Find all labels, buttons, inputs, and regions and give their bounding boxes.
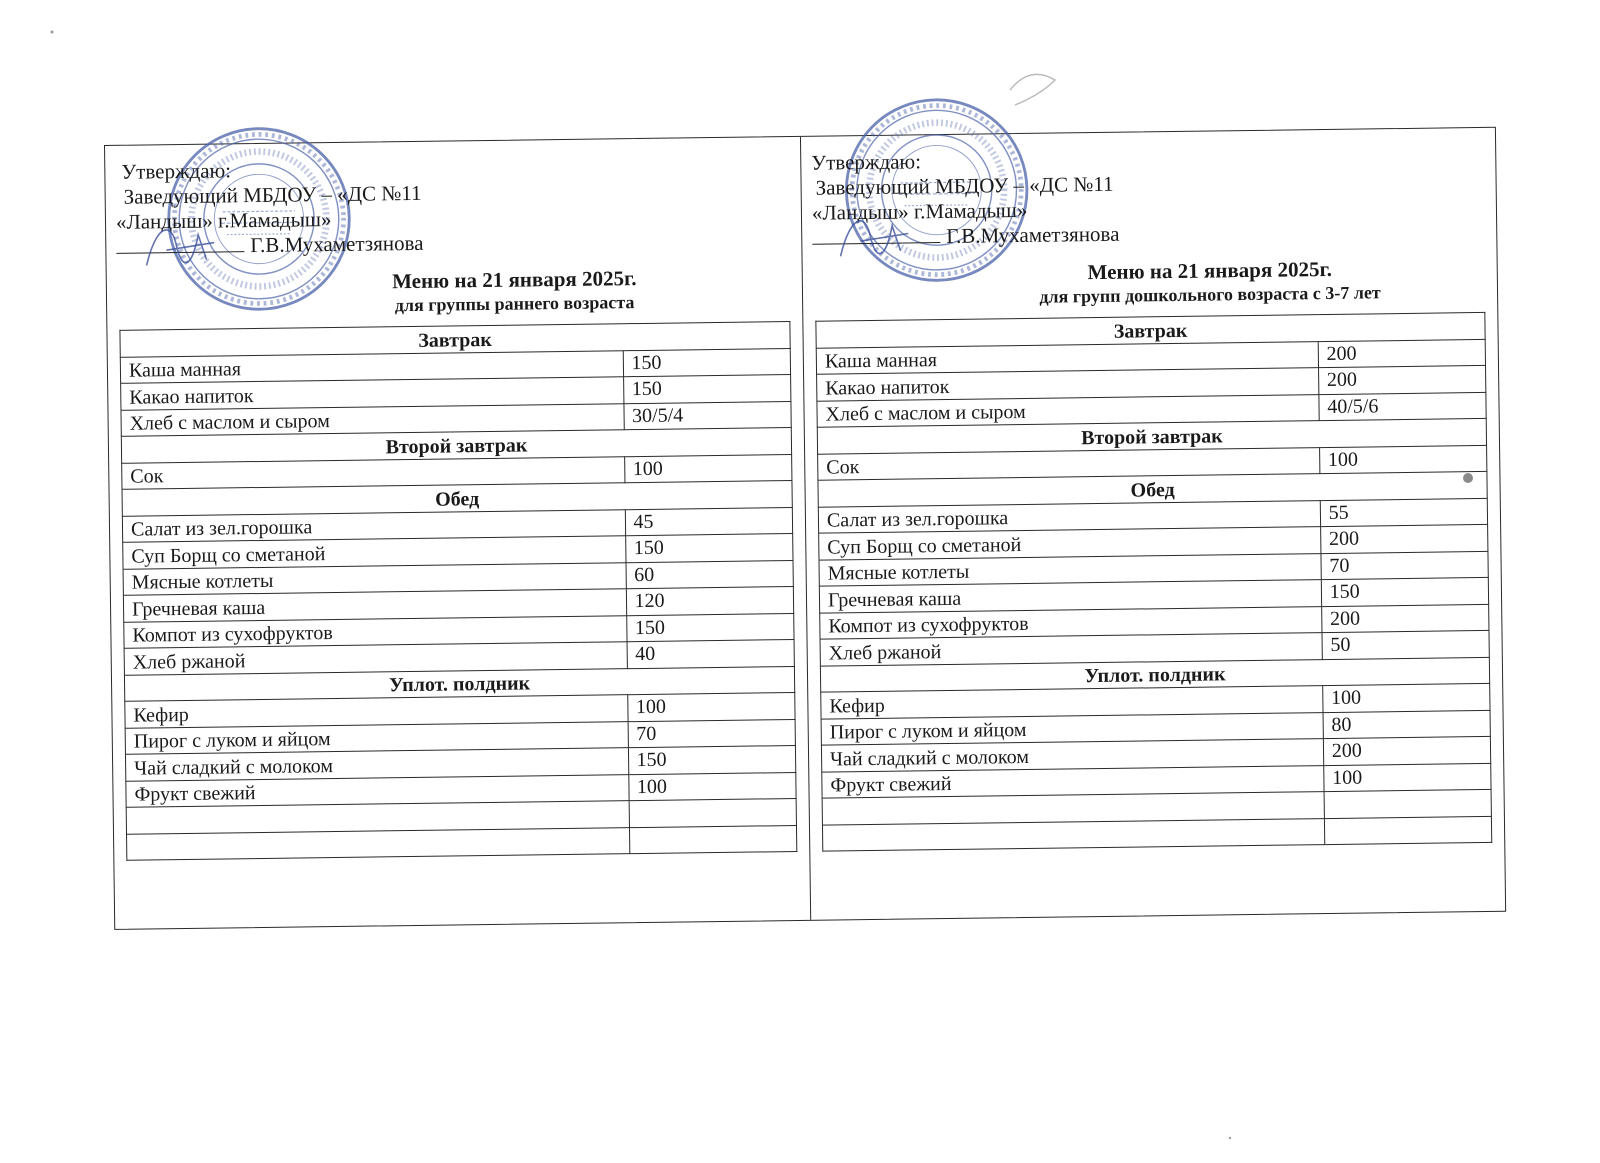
- menu-heading: [935, 254, 1486, 309]
- meal-section-label: Завтрак: [120, 322, 790, 357]
- dish-name: Чай сладкий с молоком: [125, 748, 628, 781]
- meal-section-label: Завтрак: [816, 312, 1485, 347]
- menu-table: [815, 312, 1492, 852]
- portion-grams: 100: [1322, 683, 1490, 712]
- menu-subtitle: для групп дошкольного возраста с 3-7 лет: [1039, 282, 1381, 307]
- portion-grams: [1324, 789, 1492, 818]
- portion-grams: 70: [1321, 551, 1489, 580]
- signer-name: Г.В.Мухаметзянова: [250, 230, 424, 258]
- dish-name: Кефир: [125, 695, 628, 728]
- portion-grams: 150: [626, 613, 794, 642]
- menu-subtitle: для группы раннего возраста: [394, 292, 635, 316]
- meal-section-label: Обед: [818, 471, 1487, 506]
- approver-organization: «Ландыш» г.Мамадыш»: [811, 197, 1028, 225]
- portion-grams: 50: [1322, 630, 1490, 659]
- meal-section-label: Обед: [122, 481, 792, 516]
- portion-grams: 200: [1321, 604, 1489, 633]
- dish-name: [127, 827, 630, 860]
- meal-section-label: Второй завтрак: [121, 428, 791, 463]
- dish-name: Гречневая каша: [123, 589, 626, 622]
- scan-smudge: [1010, 74, 1055, 105]
- dish-name: Хлеб ржаной: [820, 633, 1322, 666]
- scan-speck: [1229, 1137, 1231, 1139]
- approve-heading: Утверждаю:: [811, 149, 922, 175]
- approval-block: [115, 151, 790, 280]
- dish-name: Фрукт свежий: [822, 765, 1324, 798]
- meal-section-label: Второй завтрак: [817, 418, 1486, 453]
- signer-name: Г.В.Мухаметзянова: [946, 221, 1120, 248]
- portion-grams: 60: [626, 560, 794, 589]
- signature-blank: [812, 224, 940, 245]
- portion-grams: 100: [1323, 763, 1491, 792]
- dish-name: Мясные котлеты: [819, 553, 1321, 586]
- portion-grams: 120: [626, 587, 794, 616]
- menu-table: [119, 321, 797, 861]
- portion-grams: 100: [1319, 445, 1487, 474]
- dish-name: Хлеб ржаной: [124, 642, 627, 675]
- menu-table-body: [120, 322, 797, 861]
- portion-grams: 100: [624, 454, 792, 483]
- dish-name: Хлеб с маслом и сыром: [121, 403, 624, 436]
- portion-grams: 55: [1320, 498, 1488, 527]
- portion-grams: 150: [1321, 577, 1489, 606]
- portion-grams: 100: [628, 772, 796, 801]
- dish-name: Сок: [122, 456, 625, 489]
- portion-grams: 200: [1323, 736, 1491, 765]
- portion-grams: 200: [1318, 339, 1486, 368]
- dish-name: Компот из сухофруктов: [124, 615, 627, 648]
- dish-name: Салат из зел.горошка: [818, 500, 1320, 533]
- meal-section-label: Уплот. полдник: [820, 657, 1489, 692]
- dish-name: Пирог с луком и яйцом: [821, 712, 1323, 745]
- dish-name: Компот из сухофруктов: [820, 606, 1322, 639]
- portion-grams: 30/5/4: [623, 401, 791, 430]
- dish-name: Каша манная: [816, 341, 1318, 374]
- menu-sheet: [104, 127, 1506, 930]
- dish-name: Каша манная: [120, 350, 623, 383]
- meal-section-label: Уплот. полдник: [124, 666, 794, 701]
- portion-grams: 150: [623, 375, 791, 404]
- approver-position: Заведующий МБДОУ – «ДС №11: [815, 171, 1114, 200]
- portion-grams: [629, 825, 797, 854]
- portion-grams: 200: [1320, 524, 1488, 553]
- menu-table-body: [816, 312, 1492, 851]
- portion-grams: 200: [1318, 365, 1486, 394]
- portion-grams: 70: [628, 719, 796, 748]
- portion-grams: 45: [625, 507, 793, 536]
- dish-name: Хлеб с маслом и сыром: [817, 394, 1319, 427]
- approver-position: Заведующий МБДОУ – «ДС №11: [123, 180, 422, 209]
- approver-organization: «Ландыш» г.Мамадыш»: [115, 207, 332, 234]
- portion-grams: 150: [623, 348, 791, 377]
- approve-heading: Утверждаю:: [121, 158, 232, 184]
- dish-name: Суп Борщ со сметаной: [123, 536, 626, 569]
- dish-name: Мясные котлеты: [123, 562, 626, 595]
- dish-name: Какао напиток: [817, 368, 1319, 401]
- portion-grams: 40: [627, 640, 795, 669]
- dish-name: Суп Борщ со сметаной: [819, 527, 1321, 560]
- portion-grams: 150: [628, 746, 796, 775]
- dish-name: Чай сладкий с молоком: [821, 739, 1323, 772]
- dish-name: [822, 818, 1324, 851]
- dish-name: Кефир: [821, 686, 1323, 719]
- dish-name: Сок: [818, 447, 1320, 480]
- scan-speck: [51, 31, 54, 34]
- portion-grams: [629, 798, 797, 827]
- signature-blank: [116, 233, 244, 254]
- menu-title: Меню на 21 января 2025г.: [1087, 256, 1333, 285]
- portion-grams: [1324, 816, 1492, 845]
- menu-heading: [239, 263, 791, 318]
- portion-grams: 100: [627, 693, 795, 722]
- portion-grams: 80: [1323, 710, 1491, 739]
- dish-name: Гречневая каша: [819, 580, 1321, 613]
- menu-panel-preschool: [800, 128, 1505, 920]
- dish-name: Фрукт свежий: [126, 774, 629, 807]
- menu-title: Меню на 21 января 2025г.: [391, 266, 637, 294]
- approval-block: [811, 142, 1485, 271]
- portion-grams: 150: [625, 534, 793, 563]
- dish-name: Салат из зел.горошка: [122, 509, 625, 542]
- menu-panel-early-age: [105, 137, 810, 929]
- dish-name: Какао напиток: [121, 377, 624, 410]
- portion-grams: 40/5/6: [1319, 392, 1487, 421]
- dish-name: Пирог с луком и яйцом: [125, 721, 628, 754]
